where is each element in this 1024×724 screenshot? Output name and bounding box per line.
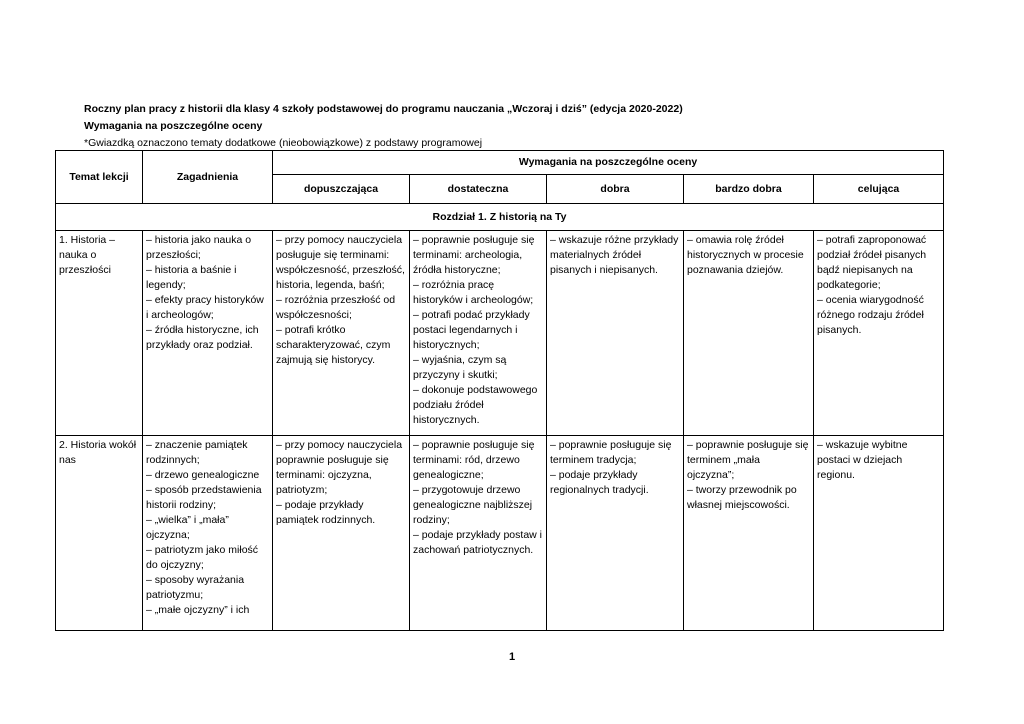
table-row	[56, 231, 944, 436]
column-header-requirements: Wymagania na poszczególne oceny	[273, 151, 944, 175]
list-item: – potrafi krótko scharakteryzować, czym zajmują się historycy.	[276, 324, 391, 366]
dobra-cell	[547, 231, 684, 436]
list-item: – tworzy przewodnik po własnej miejscowości.	[687, 484, 797, 511]
bullet-list	[276, 438, 406, 528]
list-item: – wskazuje różne przykłady materialnych źródeł pisanych i niepisanych.	[550, 234, 679, 276]
list-item: – patriotyzm jako miłość do ojczyzny;	[146, 544, 259, 571]
column-header-issues: Zagadnienia	[143, 151, 273, 204]
list-item: – poprawnie posługuje się terminem „mała ojczyzna”;	[687, 439, 809, 481]
requirements-table	[55, 150, 944, 631]
topic-cell: 1. Historia – nauka o przeszłości	[56, 231, 143, 436]
bullet-list	[413, 233, 543, 428]
document-note: *Gwiazdką oznaczono tematy dodatkowe (nieobowiązkowe) z podstawy programowej	[84, 137, 483, 149]
list-item: – „małe ojczyzny” i ich	[146, 604, 250, 616]
list-item: – efekty pracy historyków i archeologów;	[146, 294, 264, 321]
bullet-list	[413, 438, 543, 558]
list-item: – przygotowuje drzewo genealogiczne najbliższej rodziny;	[413, 484, 533, 526]
list-item: – „wielka” i „mała” ojczyzna;	[146, 514, 229, 541]
bullet-list	[550, 438, 680, 498]
list-item: – drzewo genealogiczne	[146, 469, 260, 481]
issues-cell	[143, 436, 273, 631]
grade-header-dobra: dobra	[547, 175, 684, 204]
grade-header-bardzo-dobra: bardzo dobra	[684, 175, 814, 204]
topic-cell: 2. Historia wokół nas	[56, 436, 143, 631]
document-header	[84, 101, 944, 152]
list-item: – przy pomocy nauczyciela posługuje się terminami: współczesność, przeszłość, historia, legenda, baśń;	[276, 234, 405, 291]
celujaca-cell	[814, 231, 944, 436]
grade-header-celujaca: celująca	[814, 175, 944, 204]
list-item: – rozróżnia pracę historyków i archeologów;	[413, 279, 534, 306]
list-item: – poprawnie posługuje się terminami: ród, drzewo genealogiczne;	[413, 439, 535, 481]
bullet-list	[817, 438, 940, 483]
bullet-list	[687, 233, 810, 278]
list-item: – rozróżnia przeszłość od współczesności;	[276, 294, 396, 321]
list-item: – ocenia wiarygodność różnego rodzaju źródeł pisanych.	[817, 294, 924, 336]
list-item: – historia jako nauka o przeszłości;	[146, 234, 252, 261]
list-item: – wyjaśnia, czym są przyczyny i skutki;	[413, 354, 507, 381]
list-item: – sposoby wyrażania patriotyzmu;	[146, 574, 245, 601]
column-header-topic: Temat lekcji	[56, 151, 143, 204]
bullet-list	[146, 233, 269, 353]
page-number: 1	[508, 651, 516, 663]
list-item: – historia a baśnie i legendy;	[146, 264, 237, 291]
table-header-row	[56, 151, 944, 175]
bullet-list	[146, 438, 269, 618]
list-item: – przy pomocy nauczyciela poprawnie posługuje się terminami: ojczyzna, patriotyzm;	[276, 439, 403, 496]
list-item: – znaczenie pamiątek rodzinnych;	[146, 439, 248, 466]
list-item: – poprawnie posługuje się terminami: archeologia, źródła historyczne;	[413, 234, 535, 276]
list-item: – potrafi podać przykłady postaci legendarnych i historycznych;	[413, 309, 530, 351]
issues-cell	[143, 231, 273, 436]
dostateczna-cell	[410, 436, 547, 631]
chapter-row	[56, 204, 944, 231]
grade-header-dopuszczajaca: dopuszczająca	[273, 175, 410, 204]
list-item: – podaje przykłady postaw i zachowań patriotycznych.	[413, 529, 542, 556]
list-item: – wskazuje wybitne postaci w dziejach regionu.	[817, 439, 908, 481]
bullet-list	[276, 233, 406, 368]
bardzo-dobra-cell	[684, 231, 814, 436]
bullet-list	[687, 438, 810, 513]
list-item: – potrafi zaproponować podział źródeł pisanych bądź niepisanych na podkategorie;	[817, 234, 927, 291]
grade-header-dostateczna: dostateczna	[410, 175, 547, 204]
list-item: – dokonuje podstawowego podziału źródeł historycznych.	[413, 384, 538, 426]
dostateczna-cell	[410, 231, 547, 436]
list-item: – podaje przykłady pamiątek rodzinnych.	[276, 499, 376, 526]
document-subtitle: Wymagania na poszczególne oceny	[84, 120, 263, 132]
list-item: – poprawnie posługuje się terminem tradycja;	[550, 439, 672, 466]
chapter-title: Rozdział 1. Z historią na Ty	[56, 204, 944, 231]
bullet-list	[550, 233, 680, 278]
list-item: – sposób przedstawienia historii rodziny;	[146, 484, 262, 511]
list-item: – podaje przykłady regionalnych tradycji.	[550, 469, 649, 496]
dobra-cell	[547, 436, 684, 631]
dopuszczajaca-cell	[273, 231, 410, 436]
document-title: Roczny plan pracy z historii dla klasy 4 szkoły podstawowej do programu nauczania „Wczoraj i dziś” (edycja 2020-2022)	[84, 103, 683, 115]
bullet-list	[817, 233, 940, 338]
celujaca-cell	[814, 436, 944, 631]
bardzo-dobra-cell	[684, 436, 814, 631]
table-row	[56, 436, 944, 631]
list-item: – źródła historyczne, ich przykłady oraz podział.	[146, 324, 259, 351]
dopuszczajaca-cell	[273, 436, 410, 631]
list-item: – omawia rolę źródeł historycznych w procesie poznawania dziejów.	[687, 234, 804, 276]
